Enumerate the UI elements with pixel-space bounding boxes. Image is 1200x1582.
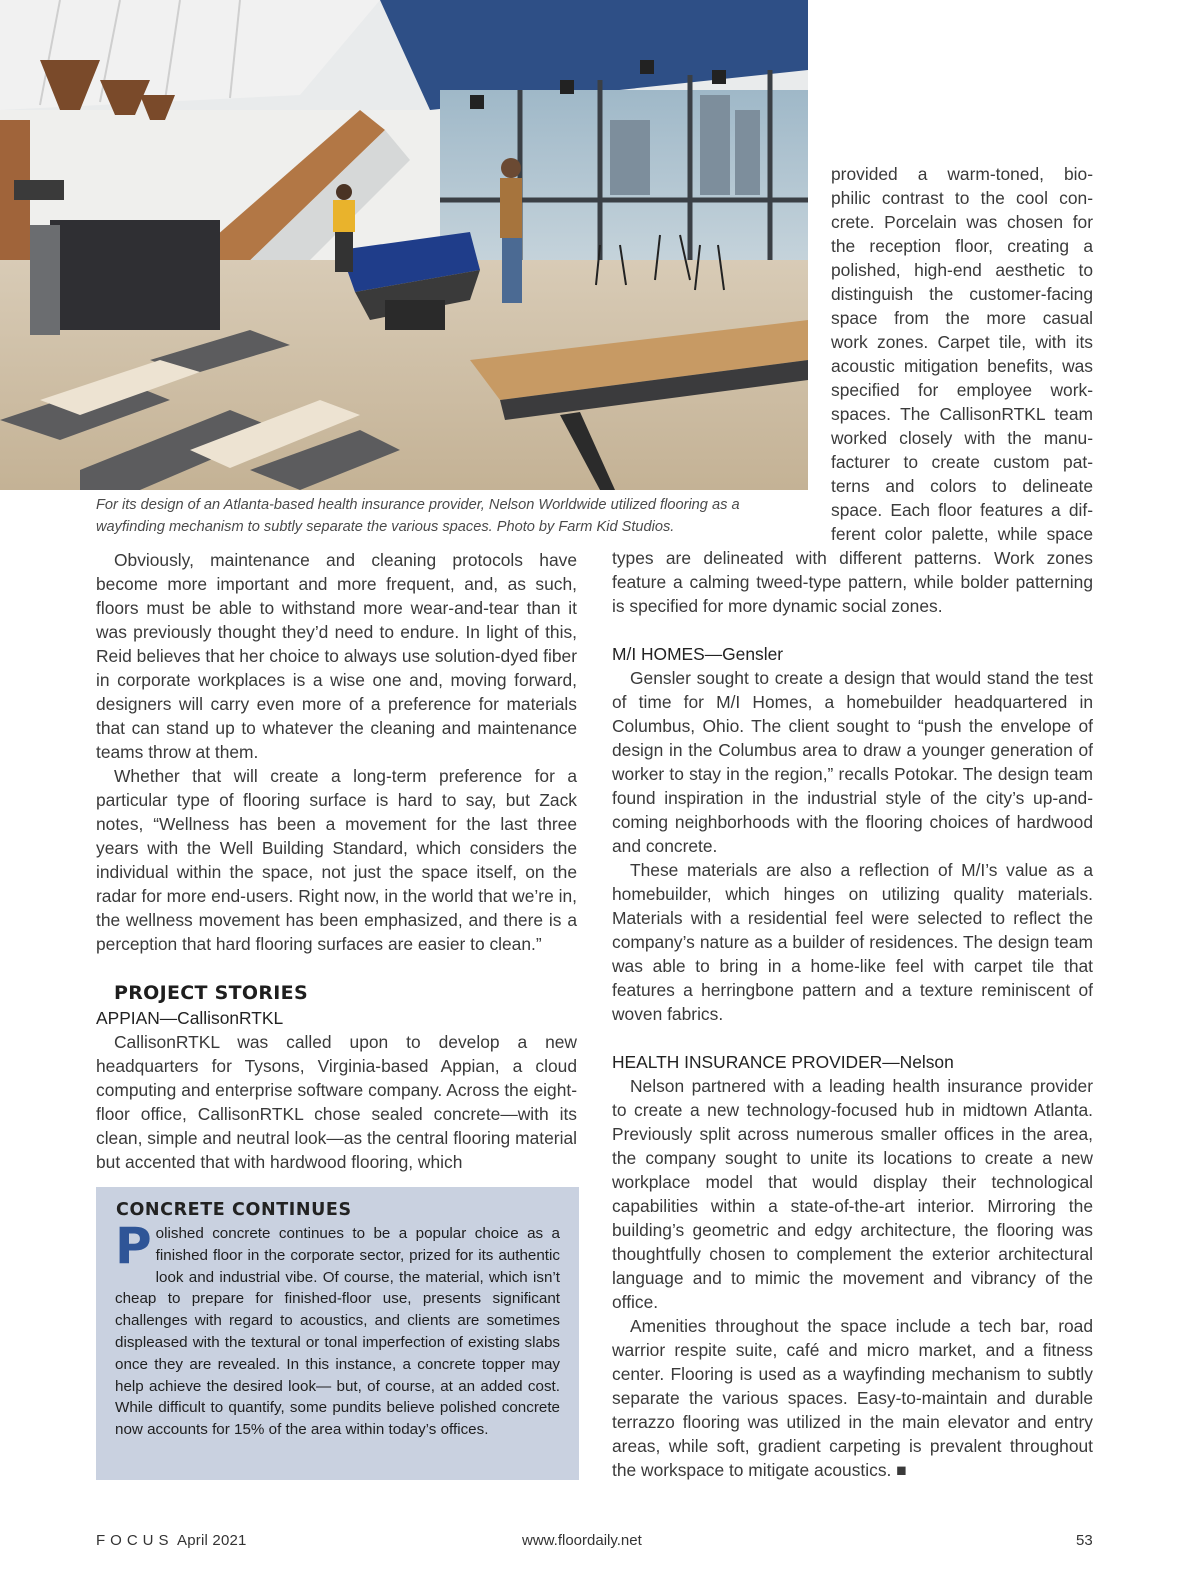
article-photo — [0, 0, 808, 490]
footer-date: April 2021 — [177, 1532, 247, 1549]
text-line: provided a warm-toned, bio- — [831, 164, 1093, 184]
right-top-column — [831, 162, 1093, 546]
text-line: facturer to create custom pat- — [831, 452, 1093, 472]
sidebar-text — [115, 1217, 560, 1441]
project-stories-section — [96, 980, 577, 1174]
left-paragraph-2: Whether that will create a long-term preference for a particular type of flooring surface is hard to say, but Zack notes, “Wellness has been a movement for the last three years with the Well Building Standard, which considers the individual within the space, not just the space itself, on the radar for more end-users. Right now, in the world that we’re in, the wellness movement has been emphasized, and there is a perception that hard flooring surfaces are easier to clean.” — [96, 766, 577, 954]
footer-url[interactable]: www.floordaily.net — [522, 1532, 642, 1549]
mi-homes-paragraph-1: Gensler sought to create a design that would stand the test of time for M/I Homes, a homebuilder headquartered in Columbus, Ohio. The client sought to “push the envelope of design in the Columbus area to draw a younger generation of worker to stay in the region,” recalls Potokar. The design team found inspiration in the industrial style of the city’s up-and-coming neighborhoods with the flooring choices of hardwood and concrete. — [612, 668, 1093, 856]
text-line: crete. Porcelain was chosen for — [831, 212, 1093, 232]
text-line: acoustic mitigation benefits, was — [831, 356, 1093, 376]
text-line: philic contrast to the cool con- — [831, 188, 1093, 208]
sidebar-title: CONCRETE CONTINUES — [116, 1200, 352, 1220]
page-number: 53 — [1076, 1532, 1093, 1549]
text-line: specified for employee work- — [831, 380, 1093, 400]
continuation-paragraph: types are delineated with different patterns. Work zones feature a calming tweed-type pattern, while bolder patterning is specified for more dynamic social zones. — [612, 548, 1093, 616]
drop-cap: P — [115, 1217, 152, 1275]
health-paragraph-1: Nelson partnered with a leading health insurance provider to create a new technology-focused hub in midtown Atlanta. Previously split across numerous smaller offices in the area, the company sought to unite its locations to create a new workplace model that would display their technological capabilities within a state-of-the-art interior. Mirroring the building’s geometric and edgy architecture, the flooring was thoughtfully chosen to complement the exterior architectural language and to mimic the movement and vibrancy of the office. — [612, 1076, 1093, 1312]
footer-publication — [96, 1532, 247, 1549]
photo-caption — [96, 494, 808, 538]
text-line: ferent color palette, while space — [831, 524, 1093, 544]
caption-line-1: For its design of an Atlanta-based health insurance provider, Nelson Worldwide utilized flooring as a — [96, 497, 740, 513]
text-line: polished, high-end aesthetic to — [831, 260, 1093, 280]
footer-focus: FOCUS — [96, 1532, 174, 1549]
appian-heading: APPIAN—CallisonRTKL — [96, 1008, 284, 1028]
left-paragraph-1: Obviously, maintenance and cleaning protocols have become more important and more frequent, and, as such, floors must be able to withstand more wear-and-tear than it was previously thought they’d need to endure. In light of this, Reid believes that her choice to always use solution-dyed fiber in corporate workplaces is a wise one and, moving forward, designers will carry even more of a preference for materials that can stand up to whatever the cleaning and maintenance teams throw at them. — [96, 550, 577, 762]
text-line: terns and colors to delineate — [831, 476, 1093, 496]
text-line: spaces. The CallisonRTKL team — [831, 404, 1093, 424]
text-line: worked closely with the manu- — [831, 428, 1093, 448]
text-line: the reception floor, creating a — [831, 236, 1093, 256]
appian-paragraph: CallisonRTKL was called upon to develop a new headquarters for Tysons, Virginia-based Appian, a cloud computing and enterprise software company. Across the eight-floor office, CallisonRTKL chose sealed concrete—with its clean, simple and neutral look—as the central flooring material but accented that with hardwood flooring, which — [96, 1032, 577, 1172]
section-heading: PROJECT STORIES — [114, 982, 308, 1004]
mi-homes-heading: M/I HOMES—Gensler — [612, 644, 784, 664]
sidebar-box — [96, 1187, 579, 1480]
text-line: space from the more casual — [831, 308, 1093, 328]
caption-line-2: wayfinding mechanism to subtly separate the various spaces. Photo by Farm Kid Studios. — [96, 519, 675, 535]
sidebar-body: olished concrete continues to be a popular choice as a finished floor in the corporate sector, prized for its authentic look and industrial vibe. Of course, the material, which isn’t cheap to prepare for finished-floor use, presents significant challenges with regard to acoustics, and clients are sometimes displeased with the textural or tonal imperfection of existing slabs once they are revealed. In this instance, a concrete topper may help achieve the desired look— but, of course, at an added cost. While difficult to quantify, some pundits believe polished concrete now accounts for 15% of the area within today’s offices. — [115, 1225, 560, 1439]
health-paragraph-2: Amenities throughout the space include a tech bar, road warrior respite suite, café and micro market, and a fitness center. Flooring is used as a wayfinding mechanism to subtly separate the various spaces. Easy-to-maintain and durable terrazzo flooring was utilized in the main elevator and entry areas, while soft, gradient carpeting is prevalent throughout the workspace to mitigate acoustics. ■ — [612, 1316, 1093, 1480]
text-line: space. Each floor features a dif- — [831, 500, 1093, 520]
office-interior-image — [0, 0, 808, 490]
text-line: work zones. Carpet tile, with its — [831, 332, 1093, 352]
mi-homes-paragraph-2: These materials are also a reflection of M/I’s value as a homebuilder, which hinges on utilizing quality materials. Materials with a residential feel were selected to reflect the company’s nature as a builder of residences. The design team was able to bring in a home-like feel with carpet tile that features a herringbone pattern and a texture reminiscent of woven fabrics. — [612, 860, 1093, 1024]
right-column — [612, 546, 1093, 1482]
health-insurance-heading: HEALTH INSURANCE PROVIDER—Nelson — [612, 1052, 954, 1072]
left-column — [96, 548, 577, 956]
text-line: distinguish the customer-facing — [831, 284, 1093, 304]
